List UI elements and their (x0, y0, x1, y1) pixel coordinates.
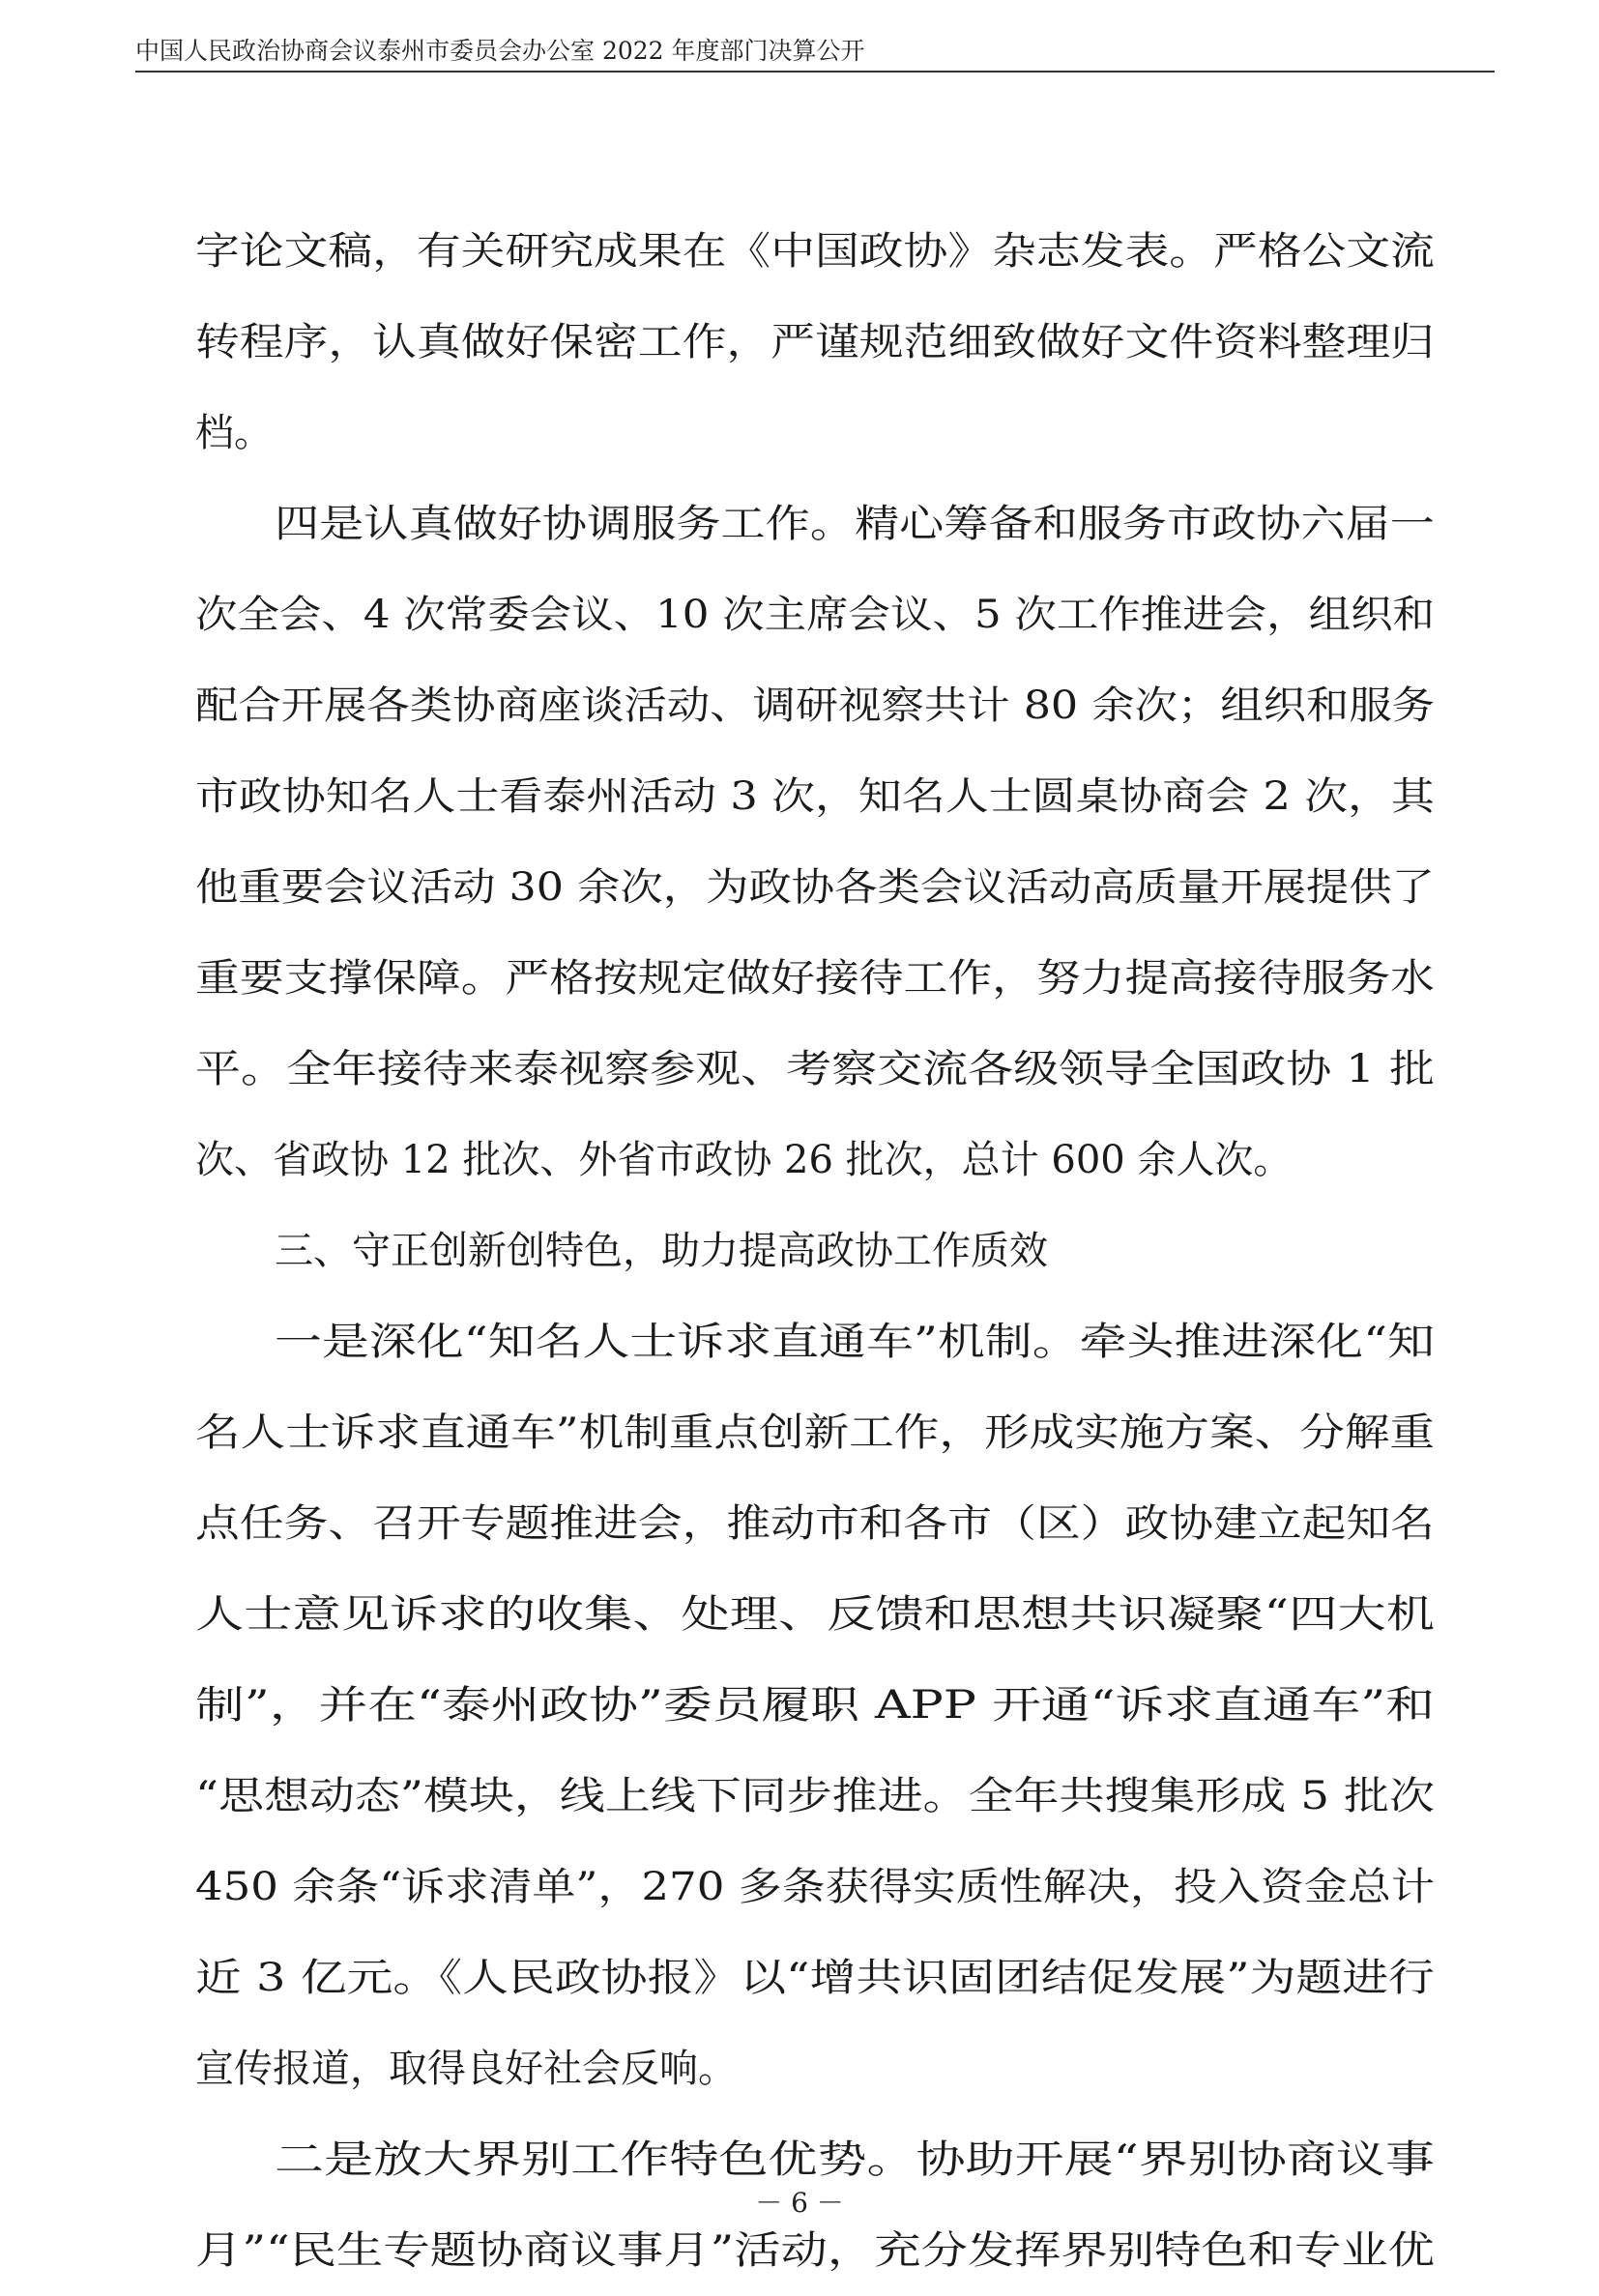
line-text: 二是放大界别工作特色优势。协助开展“界别协商议事 (275, 2137, 1436, 2182)
paragraph-line (195, 1206, 1435, 1296)
header-divider (135, 71, 1495, 73)
line-text: 次全会、4 次常委会议、10 次主席会议、5 次工作推进会，组织和 (195, 593, 1436, 637)
line-text: 三、守正创新创特色，助力提高政协工作质效 (275, 1229, 1048, 1273)
line-text: 转程序，认真做好保密工作，严谨规范细致做好文件资料整理归 (195, 320, 1435, 364)
paragraph-line (195, 1478, 1435, 1569)
line-text: 宣传报道，取得良好社会反响。 (195, 2047, 737, 2091)
paragraph-line (195, 1024, 1435, 1115)
paragraph-line (195, 569, 1435, 660)
paragraph-line (195, 933, 1435, 1024)
paragraph-line (195, 660, 1435, 751)
line-text: 档。 (195, 411, 273, 455)
line-text: 名人士诉求直通车”机制重点创新工作，形成实施方案、分解重 (195, 1410, 1436, 1455)
paragraph-line (195, 2023, 1435, 2114)
line-text: 450 余条“诉求清单”，270 多条获得实质性解决，投入资金总计 (195, 1865, 1435, 1909)
line-text: 他重要会议活动 30 余次，为政协各类会议活动高质量开展提供了 (195, 865, 1436, 910)
line-text: 次、省政协 12 批次、外省市政协 26 批次，总计 600 余人次。 (195, 1138, 1293, 1182)
paragraph-line (195, 388, 1435, 479)
line-text: 近 3 亿元。《人民政协报》以“增共识固团结促发展”为题进行 (195, 1956, 1435, 2000)
page-number: － 6 － (755, 2187, 844, 2219)
line-text: 一是深化“知名人士诉求直通车”机制。牵头推进深化“知 (275, 1320, 1436, 1364)
line-text: 月”“民生专题协商议事月”活动，充分发挥界别特色和专业优 (195, 2228, 1436, 2273)
paragraph-line (195, 297, 1435, 388)
line-text: 平。全年接待来泰视察参观、考察交流各级领导全国政协 1 批 (195, 1047, 1436, 1091)
paragraph-line (195, 1751, 1435, 1842)
paragraph-line (195, 1842, 1435, 1933)
paragraph-line (195, 1296, 1435, 1387)
line-text: 重要支撑保障。严格按规定做好接待工作，努力提高接待服务水 (195, 956, 1435, 1001)
paragraph-line (195, 1387, 1435, 1478)
document-header: 中国人民政治协商会议泰州市委员会办公室 2022 年度部门决算公开 (135, 37, 865, 65)
line-text: 配合开展各类协商座谈活动、调研视察共计 80 余次；组织和服务 (195, 683, 1436, 728)
line-text: “思想动态”模块，线上线下同步推进。全年共搜集形成 5 批次 (195, 1774, 1435, 1818)
line-text: 市政协知名人士看泰州活动 3 次，知名人士圆桌协商会 2 次，其 (195, 774, 1435, 819)
paragraph-line (195, 479, 1435, 569)
paragraph-line (195, 206, 1435, 297)
paragraph-line (195, 1933, 1435, 2023)
paragraph-line (195, 751, 1435, 842)
paragraph-line (195, 1569, 1435, 1660)
line-text: 点任务、召开专题推进会，推动市和各市（区）政协建立起知名 (195, 1501, 1435, 1546)
paragraph-line (195, 1115, 1435, 1206)
paragraph-line (195, 1660, 1435, 1751)
paragraph-line (195, 842, 1435, 933)
line-text: 人士意见诉求的收集、处理、反馈和思想共识凝聚“四大机 (195, 1592, 1435, 1637)
line-text: 制”，并在“泰州政协”委员履职 APP 开通“诉求直通车”和 (195, 1683, 1435, 1728)
line-text: 四是认真做好协调服务工作。精心筹备和服务市政协六届一 (275, 502, 1435, 546)
document-body (195, 206, 1435, 2296)
line-text: 字论文稿，有关研究成果在《中国政协》杂志发表。严格公文流 (195, 229, 1435, 274)
